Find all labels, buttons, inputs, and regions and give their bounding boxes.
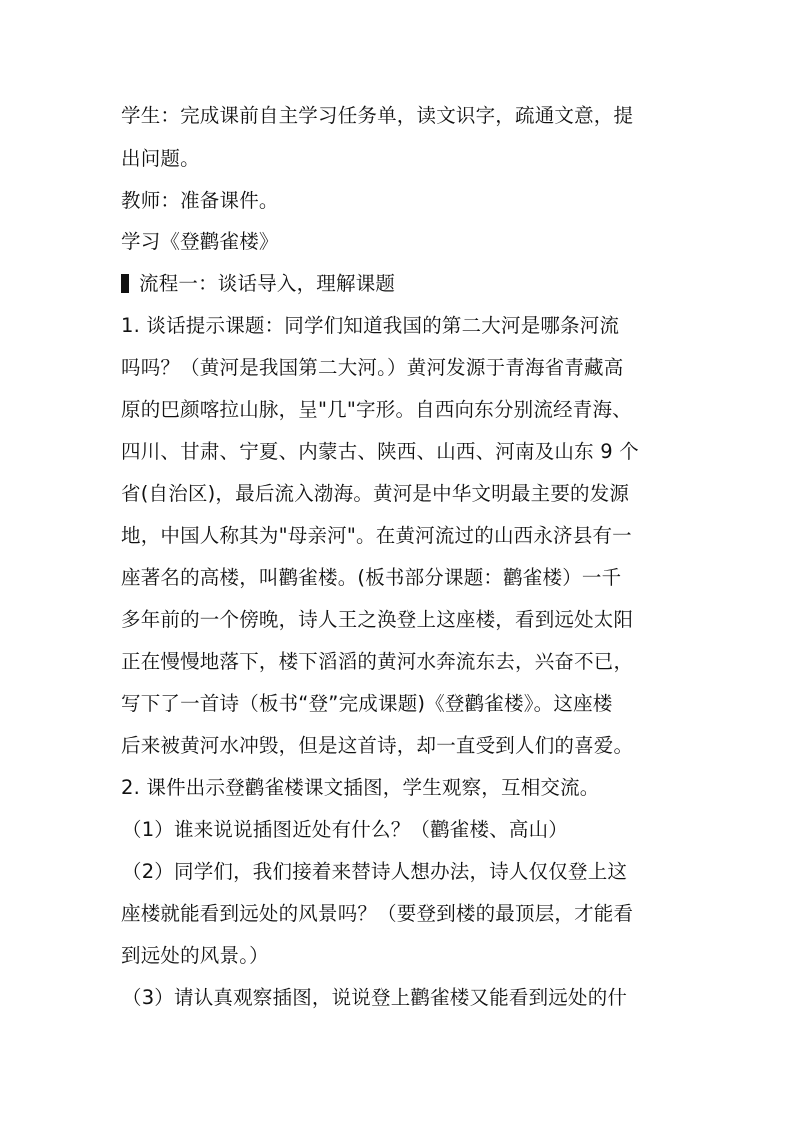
section-heading-text: 流程一：谈话导入，理解课题 <box>139 272 396 295</box>
text-line: （2）同学们，我们接着来替诗人想办法，诗人仅仅登上这 <box>122 860 628 883</box>
text-line: 座楼就能看到远处的风景吗？（要登到楼的最顶层，才能看 <box>121 902 634 925</box>
text-line: 后来被黄河水冲毁，但是这首诗，却一直受到人们的喜爱。 <box>121 734 634 757</box>
text-line: 地，中国人称其为"母亲河"。在黄河流过的山西永济县有一 <box>121 524 632 547</box>
text-line: 教师：准备课件。 <box>121 189 279 212</box>
section-heading <box>121 273 681 295</box>
text-line: 多年前的一个傍晚，诗人王之涣登上这座楼，看到远处太阳 <box>121 608 634 631</box>
text-line: 2. 课件出示登鹳雀楼课文插图，学生观察，互相交流。 <box>121 776 600 799</box>
text-line: 学生：完成课前自主学习任务单，读文识字，疏通文意，提 <box>121 104 634 127</box>
text-line: 省(自治区)，最后流入渤海。黄河是中华文明最主要的发源 <box>121 482 630 505</box>
text-line: 到远处的风景。） <box>121 944 269 967</box>
text-line: 座著名的高楼，叫鹳雀楼。(板书部分课题：鹳雀楼）一千 <box>121 566 622 589</box>
text-line: 原的巴颜喀拉山脉，呈"几"字形。自西向东分别流经青海、 <box>121 398 632 421</box>
text-line: 学习《登鹳雀楼》 <box>121 230 279 253</box>
text-line: 写下了一首诗（板书“登”完成课题)《登鹳雀楼》。这座楼 <box>121 692 613 715</box>
text-line: 出问题。 <box>121 147 200 170</box>
heading-bar-marker <box>121 274 129 293</box>
text-line: 1. 谈话提示课题：同学们知道我国的第二大河是哪条河流 <box>121 314 620 337</box>
text-line: 吗吗？（黄河是我国第二大河。）黄河发源于青海省青藏高 <box>121 356 624 379</box>
text-line: 四川、甘肃、宁夏、内蒙古、陕西、山西、河南及山东 9 个 <box>121 440 639 463</box>
text-line: （3）请认真观察插图，说说登上鹳雀楼又能看到远处的什 <box>122 986 628 1009</box>
text-line: 正在慢慢地落下，楼下滔滔的黄河水奔流东去，兴奋不已， <box>121 650 634 673</box>
text-line: （1）谁来说说插图近处有什么？（鹳雀楼、高山） <box>122 818 569 841</box>
